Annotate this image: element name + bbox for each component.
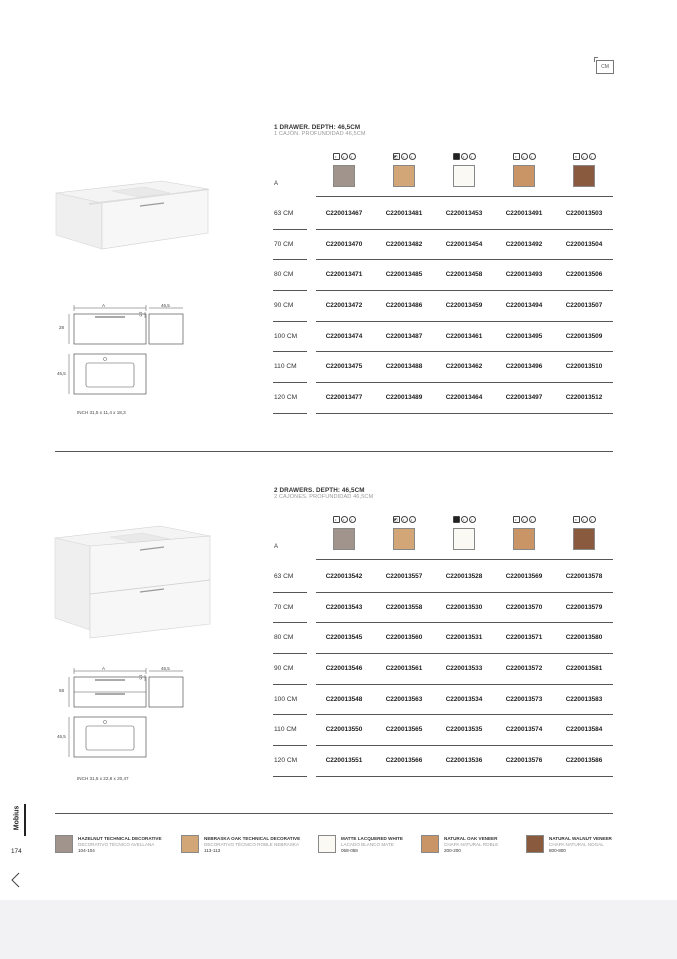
finish-icons bbox=[554, 516, 614, 526]
product-code: C220013578 bbox=[565, 573, 603, 580]
legend-swatch bbox=[181, 835, 199, 853]
table-row bbox=[273, 593, 613, 624]
row-size: 70 CM bbox=[274, 240, 294, 248]
product-code: C220013495 bbox=[505, 332, 543, 340]
circle-dot-icon: • bbox=[521, 516, 528, 523]
row-size: 110 CM bbox=[274, 363, 297, 371]
row-size: 70 CM bbox=[274, 603, 294, 611]
dim-height-label: 28 bbox=[59, 325, 65, 330]
vanity-2-drawers-image bbox=[52, 520, 212, 645]
dim-width-label: A bbox=[102, 666, 106, 671]
table-rows bbox=[273, 562, 613, 777]
inch-dimensions: INCH 31,5 x 22,8 x 20,47 bbox=[77, 776, 129, 781]
dim-side-label: 1,5 bbox=[138, 311, 143, 317]
swatch-matte-white bbox=[453, 528, 475, 550]
table-row bbox=[273, 291, 613, 322]
square-x-icon: × bbox=[573, 516, 580, 523]
row-size: 80 CM bbox=[274, 634, 294, 642]
product-code: C220013550 bbox=[325, 726, 363, 734]
product-code: C220013583 bbox=[565, 695, 603, 703]
row-divider bbox=[273, 776, 307, 777]
dim-depth-label: 46,5 bbox=[161, 666, 170, 671]
product-code: C220013481 bbox=[385, 210, 423, 217]
table-row bbox=[273, 260, 613, 291]
finish-icons bbox=[494, 153, 554, 163]
dim-height-label: 58 bbox=[59, 688, 65, 693]
product-code: C220013474 bbox=[325, 332, 363, 340]
circle-dot-icon: • bbox=[461, 516, 468, 523]
table-row bbox=[273, 352, 613, 383]
dim-depth2-label: 46,5 bbox=[57, 371, 66, 376]
table-row bbox=[273, 623, 613, 654]
circle-dot-icon: • bbox=[469, 153, 476, 160]
filled-square-icon bbox=[453, 516, 460, 523]
square-dot-icon: • bbox=[333, 516, 340, 523]
finish-natural-walnut bbox=[554, 516, 614, 555]
circle-dot-icon: • bbox=[581, 153, 588, 160]
swatch-natural-oak bbox=[513, 528, 535, 550]
swatch-nebraska-oak bbox=[393, 165, 415, 187]
page-number: 174 bbox=[11, 848, 22, 855]
product-code: C220013543 bbox=[325, 603, 363, 611]
product-code: C220013560 bbox=[385, 634, 423, 642]
circle-dot-icon: • bbox=[409, 516, 416, 523]
product-code: C220013533 bbox=[445, 665, 483, 673]
legend-swatch bbox=[421, 835, 439, 853]
legend-name-es: CHAPA NATURAL NOGAL bbox=[549, 842, 604, 847]
product-code: C220013489 bbox=[385, 394, 423, 402]
finish-icons bbox=[494, 516, 554, 526]
product-code: C220013563 bbox=[385, 695, 423, 703]
product-code: C220013453 bbox=[445, 210, 483, 217]
product-code: C220013534 bbox=[445, 695, 483, 703]
finish-icons bbox=[434, 153, 494, 163]
product-code: C220013576 bbox=[505, 757, 543, 765]
filled-square-icon bbox=[453, 153, 460, 160]
circle-dot-icon: • bbox=[521, 153, 528, 160]
legend-name: NATURAL OAK VENEER bbox=[444, 836, 498, 841]
legend-code: 058-058 bbox=[341, 848, 358, 853]
product-code: C220013586 bbox=[565, 757, 603, 765]
table-header bbox=[273, 153, 613, 199]
dimensions-drawing-2 bbox=[55, 663, 195, 773]
product-code: C220013531 bbox=[445, 634, 483, 642]
product-code: C220013569 bbox=[505, 573, 543, 580]
legend-name-es: DECORATIVO TÉCNICO ROBLE NEBRASKA bbox=[204, 842, 300, 847]
product-code: C220013570 bbox=[505, 603, 543, 611]
product-code: C220013454 bbox=[445, 240, 483, 248]
swatch-natural-walnut bbox=[573, 528, 595, 550]
swatch-hazelnut bbox=[333, 528, 355, 550]
table-row bbox=[273, 322, 613, 353]
circle-dot-icon: • bbox=[401, 153, 408, 160]
column-a-label: A bbox=[274, 544, 279, 550]
finish-nebraska-oak bbox=[374, 153, 434, 192]
table-rows bbox=[273, 199, 613, 414]
legend-name-es: LACADO BLANCO MATE bbox=[341, 842, 394, 847]
product-code: C220013536 bbox=[445, 757, 483, 765]
legend-name: MATTE LACQUERED WHITE bbox=[341, 836, 403, 841]
product-code: C220013496 bbox=[505, 363, 543, 371]
table-header bbox=[273, 516, 613, 562]
dim-side-label: 1,5 bbox=[138, 674, 143, 680]
product-code: C220013581 bbox=[565, 665, 603, 673]
swatch-nebraska-oak bbox=[393, 528, 415, 550]
row-size: 63 CM bbox=[274, 573, 294, 580]
product-code: C220013482 bbox=[385, 240, 423, 248]
product-code: C220013573 bbox=[505, 695, 543, 703]
section-1-subtitle: 1 CAJÓN. PROFUNDIDAD 46,5CM bbox=[274, 131, 366, 137]
product-code: C220013551 bbox=[325, 757, 363, 765]
product-code: C220013497 bbox=[505, 394, 543, 402]
square-dot-icon: • bbox=[513, 516, 520, 523]
finish-matte-white bbox=[434, 153, 494, 192]
product-code: C220013471 bbox=[325, 271, 363, 279]
legend-name: NATURAL WALNUT VENEER bbox=[549, 836, 612, 841]
circle-dot-icon: • bbox=[589, 516, 596, 523]
product-code: C220013571 bbox=[505, 634, 543, 642]
section-2-subtitle: 2 CAJONES. PROFUNDIDAD 46,5CM bbox=[274, 494, 374, 500]
row-size: 120 CM bbox=[274, 757, 298, 765]
product-code: C220013584 bbox=[565, 726, 603, 734]
square-x-icon: × bbox=[573, 153, 580, 160]
row-divider bbox=[273, 413, 307, 414]
row-size: 100 CM bbox=[274, 332, 298, 340]
product-code: C220013509 bbox=[565, 332, 603, 340]
swatch-hazelnut bbox=[333, 165, 355, 187]
row-size: 80 CM bbox=[274, 271, 294, 279]
product-code: C220013461 bbox=[445, 332, 483, 340]
half-square-icon: ◩ bbox=[393, 517, 399, 522]
product-code: C220013574 bbox=[505, 726, 543, 734]
dim-depth-label: 46,5 bbox=[161, 303, 170, 308]
product-code: C220013506 bbox=[565, 271, 603, 279]
product-code: C220013545 bbox=[325, 634, 363, 642]
legend-code: 104-104 bbox=[78, 848, 95, 853]
product-code: C220013546 bbox=[325, 665, 363, 673]
table-row bbox=[273, 230, 613, 261]
row-size: 100 CM bbox=[274, 695, 298, 703]
product-code: C220013566 bbox=[385, 757, 423, 765]
product-code: C220013477 bbox=[325, 394, 363, 402]
product-table-2 bbox=[273, 516, 613, 777]
finish-icons bbox=[314, 153, 374, 163]
product-code: C220013491 bbox=[505, 210, 543, 217]
product-code: C220013512 bbox=[565, 394, 603, 402]
product-code: C220013467 bbox=[325, 210, 363, 217]
product-table-1 bbox=[273, 153, 613, 414]
half-square-icon: ◩ bbox=[393, 154, 399, 159]
legend-name-es: CHAPA NATURAL ROBLE bbox=[444, 842, 499, 847]
product-code: C220013487 bbox=[385, 332, 423, 340]
finish-natural-oak bbox=[494, 516, 554, 555]
product-code: C220013542 bbox=[325, 573, 363, 580]
product-code: C220013579 bbox=[565, 603, 603, 611]
finish-nebraska-oak bbox=[374, 516, 434, 555]
product-code: C220013535 bbox=[445, 726, 483, 734]
product-code: C220013507 bbox=[565, 302, 603, 310]
legend-swatch bbox=[526, 835, 544, 853]
row-size: 90 CM bbox=[274, 302, 294, 310]
finish-icons bbox=[554, 153, 614, 163]
finish-icons bbox=[374, 153, 434, 163]
circle-dot-icon: • bbox=[529, 153, 536, 160]
unit-cm-icon: CM bbox=[596, 60, 614, 74]
product-code: C220013472 bbox=[325, 302, 363, 310]
row-divider bbox=[316, 776, 613, 777]
product-code: C220013486 bbox=[385, 302, 423, 310]
finish-icons bbox=[374, 516, 434, 526]
brand-bar bbox=[24, 804, 26, 836]
section-2-title: 2 DRAWERS. DEPTH: 46,5CM bbox=[274, 487, 365, 494]
circle-dot-icon: • bbox=[409, 153, 416, 160]
circle-dot-icon: • bbox=[461, 153, 468, 160]
square-dot-icon: • bbox=[333, 153, 340, 160]
square-dot-icon: • bbox=[513, 153, 520, 160]
product-code: C220013565 bbox=[385, 726, 423, 734]
table-row bbox=[273, 199, 613, 230]
column-a-label: A bbox=[274, 181, 279, 187]
product-code: C220013462 bbox=[445, 363, 483, 371]
legend-swatch bbox=[55, 835, 73, 853]
legend-divider bbox=[55, 813, 613, 814]
legend-swatch bbox=[318, 835, 336, 853]
product-code: C220013464 bbox=[445, 394, 483, 402]
table-row bbox=[273, 654, 613, 685]
product-code: C220013528 bbox=[445, 573, 483, 580]
product-code: C220013459 bbox=[445, 302, 483, 310]
finish-natural-walnut bbox=[554, 153, 614, 192]
finish-icons bbox=[434, 516, 494, 526]
finish-icons bbox=[314, 516, 374, 526]
table-row bbox=[273, 685, 613, 716]
swatch-matte-white bbox=[453, 165, 475, 187]
product-code: C220013475 bbox=[325, 363, 363, 371]
product-code: C220013580 bbox=[565, 634, 603, 642]
finish-matte-white bbox=[434, 516, 494, 555]
product-code: C220013492 bbox=[505, 240, 543, 248]
table-row bbox=[273, 746, 613, 777]
vanity-1-drawer-image bbox=[52, 175, 212, 265]
header-divider bbox=[316, 196, 613, 197]
table-row bbox=[273, 715, 613, 746]
circle-dot-icon: • bbox=[341, 153, 348, 160]
row-divider bbox=[316, 413, 613, 414]
product-code: C220013503 bbox=[565, 210, 603, 217]
product-code: C220013504 bbox=[565, 240, 603, 248]
product-code: C220013470 bbox=[325, 240, 363, 248]
circle-dot-icon: • bbox=[349, 516, 356, 523]
product-code: C220013494 bbox=[505, 302, 543, 310]
row-size: 110 CM bbox=[274, 726, 297, 734]
legend-code: 800-800 bbox=[549, 848, 566, 853]
finish-natural-oak bbox=[494, 153, 554, 192]
finish-hazelnut bbox=[314, 516, 374, 555]
circle-dot-icon: • bbox=[581, 516, 588, 523]
circle-dot-icon: • bbox=[469, 516, 476, 523]
product-code: C220013510 bbox=[565, 363, 603, 371]
circle-dot-icon: • bbox=[529, 516, 536, 523]
circle-dot-icon: • bbox=[341, 516, 348, 523]
product-code: C220013558 bbox=[385, 603, 423, 611]
legend-name: NEBRASKA OAK TECHNICAL DECORATIVE bbox=[204, 836, 301, 841]
product-code: C220013485 bbox=[385, 271, 423, 279]
product-code: C220013458 bbox=[445, 271, 483, 279]
legend-name: HAZELNUT TECHNICAL DECORATIVE bbox=[78, 836, 162, 841]
legend-name-es: DECORATIVO TÉCNICO AVELLANA bbox=[78, 842, 155, 847]
circle-dot-icon: • bbox=[401, 516, 408, 523]
product-code: C220013572 bbox=[505, 665, 543, 673]
row-size: 90 CM bbox=[274, 665, 294, 673]
swatch-natural-walnut bbox=[573, 165, 595, 187]
dim-depth2-label: 46,5 bbox=[57, 734, 66, 739]
table-row bbox=[273, 383, 613, 414]
brand-name: Mobius bbox=[13, 805, 21, 831]
back-arrow-icon[interactable] bbox=[10, 872, 22, 888]
viewer-footer bbox=[0, 900, 677, 959]
section-1-title: 1 DRAWER. DEPTH: 46,5CM bbox=[274, 124, 361, 131]
inch-dimensions: INCH 31,5 x 11,4 x 18,3 bbox=[77, 410, 126, 415]
product-code: C220013488 bbox=[385, 363, 423, 371]
dim-width-label: A bbox=[102, 303, 106, 308]
product-code: C220013493 bbox=[505, 271, 543, 279]
product-code: C220013557 bbox=[385, 573, 423, 580]
finish-hazelnut bbox=[314, 153, 374, 192]
row-size: 63 CM bbox=[274, 210, 294, 217]
legend-code: 200-200 bbox=[444, 848, 461, 853]
section-divider bbox=[55, 451, 613, 452]
swatch-natural-oak bbox=[513, 165, 535, 187]
table-row bbox=[273, 562, 613, 593]
product-code: C220013561 bbox=[385, 665, 423, 673]
header-divider bbox=[316, 559, 613, 560]
legend-code: 113-113 bbox=[204, 848, 221, 853]
row-size: 120 CM bbox=[274, 394, 298, 402]
product-code: C220013548 bbox=[325, 695, 363, 703]
dimensions-drawing-1 bbox=[55, 300, 195, 410]
circle-dot-icon: • bbox=[349, 153, 356, 160]
circle-dot-icon: • bbox=[589, 153, 596, 160]
product-code: C220013530 bbox=[445, 603, 483, 611]
